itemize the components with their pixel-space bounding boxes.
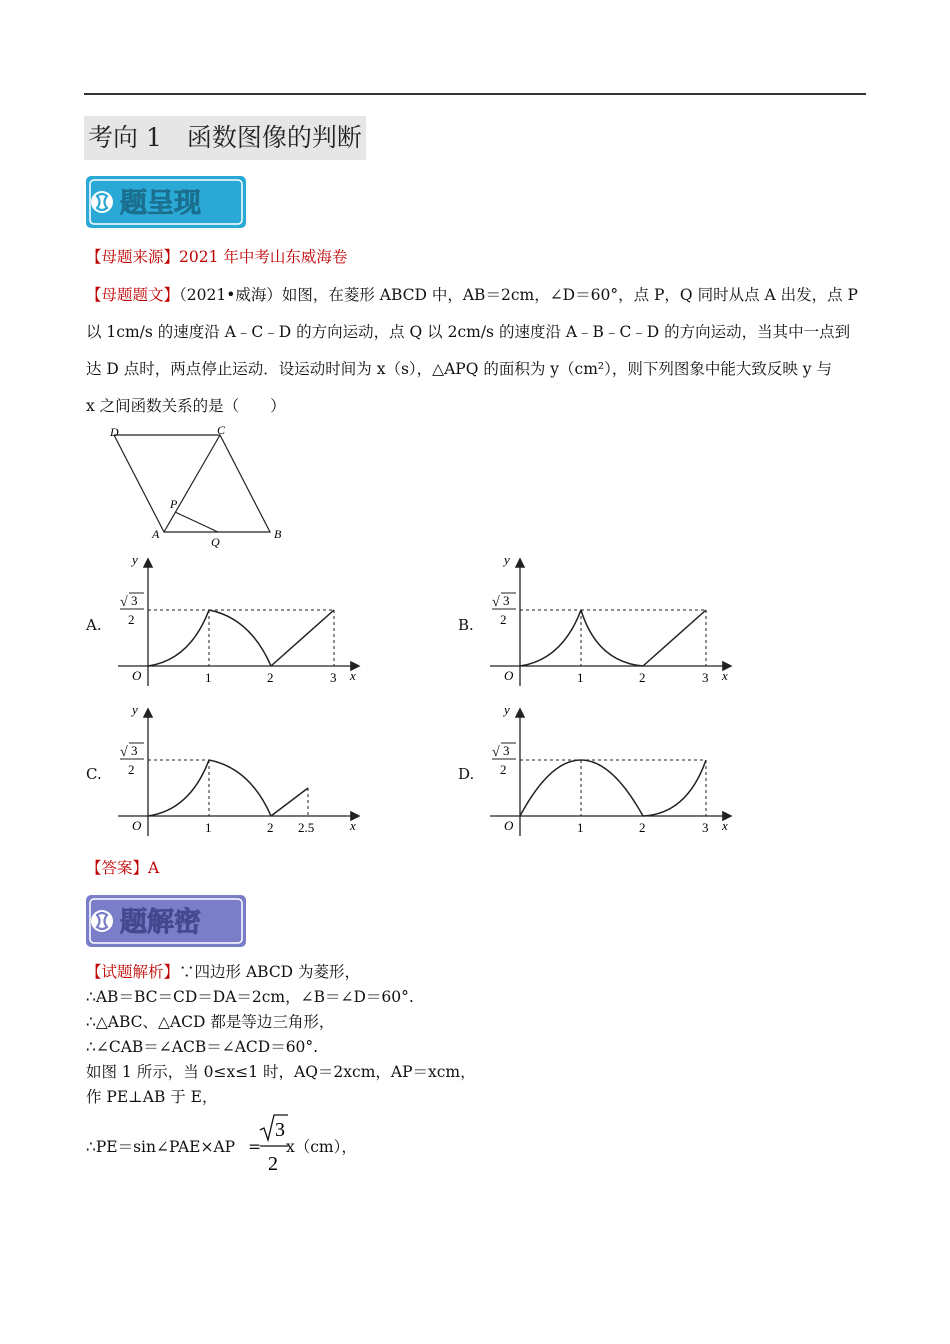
y-axis-label: y <box>504 702 510 717</box>
problem-line-1 <box>86 283 858 307</box>
frac-den: 2 <box>128 762 135 777</box>
frac-den: 2 <box>500 762 507 777</box>
problem-line-2: 以 1cm/s 的速度沿 A﹣C﹣D 的方向运动，点 Q 以 2cm/s 的速度沿 A﹣B﹣C﹣D 的方向运动，当其中一点到 <box>86 323 851 341</box>
frac-num: 3 <box>131 593 138 608</box>
x-axis-label: x <box>722 668 728 683</box>
answer-value: A <box>148 859 160 877</box>
option-d-letter[interactable]: D. <box>458 765 475 783</box>
frac-num: 3 <box>131 743 138 758</box>
option-a-letter[interactable]: A. <box>86 616 102 634</box>
label-P: P <box>170 497 178 511</box>
problem-line-4: x 之间函数关系的是（ ） <box>86 397 286 415</box>
x-tick: 3 <box>330 670 337 685</box>
origin-label: O <box>504 668 514 683</box>
x-tick: 2.5 <box>298 820 315 835</box>
x-axis-label: x <box>350 818 356 833</box>
y-axis-label: y <box>132 702 138 717</box>
graph-option-a[interactable] <box>110 548 370 690</box>
problem-line-3: 达 D 点时，两点停止运动．设运动时间为 x（s），△APQ 的面积为 y（cm²），则下列图象中能大致反映 y 与 <box>86 360 832 378</box>
frac-den: 2 <box>268 1153 278 1175</box>
x-tick: 2 <box>639 820 646 835</box>
section-heading: 考向 1 函数图像的判断 <box>84 116 366 160</box>
infinity-icon <box>91 910 113 932</box>
label-D: D <box>110 425 119 439</box>
graph-option-d[interactable] <box>482 698 742 840</box>
solution-line-4: ∴∠CAB＝∠ACB＝∠ACD＝60°. <box>86 1038 319 1056</box>
label-C: C <box>217 423 226 437</box>
frac-den: 2 <box>128 612 135 627</box>
source-text: 2021 年中考山东威海卷 <box>179 248 348 266</box>
sqrt-sign: √ <box>492 595 500 610</box>
solution-tag: 【试题解析】 <box>86 963 180 981</box>
label-A: A <box>152 527 160 541</box>
y-axis-label: y <box>132 552 138 567</box>
frac-num: 3 <box>503 743 510 758</box>
x-tick: 1 <box>205 820 212 835</box>
answer-line <box>86 856 159 880</box>
x-tick: 2 <box>267 820 274 835</box>
graph-option-b[interactable] <box>482 548 742 690</box>
origin-label: O <box>132 818 142 833</box>
x-tick: 1 <box>577 670 584 685</box>
option-c-letter[interactable]: C. <box>86 765 102 783</box>
banner-problem-label: 题呈现 <box>120 188 201 219</box>
x-tick: 1 <box>205 670 212 685</box>
banner-problem <box>86 176 246 228</box>
origin-label: O <box>504 818 514 833</box>
x-tick: 3 <box>702 820 709 835</box>
problem-text-1: （2021•威海）如图，在菱形 ABCD 中，AB＝2cm，∠D＝60°，点 P，Q 同时从点 A 出发，点 P <box>179 286 858 304</box>
solution-line-6: 作 PE⊥AB 于 E， <box>86 1088 218 1106</box>
x-axis-label: x <box>350 668 356 683</box>
option-b-letter[interactable]: B. <box>458 616 474 634</box>
answer-tag: 【答案】 <box>86 859 149 877</box>
y-axis-label: y <box>504 552 510 567</box>
x-tick: 2 <box>267 670 274 685</box>
problem-tag: 【母题题文】 <box>86 286 180 304</box>
source-tag: 【母题来源】 <box>86 248 180 266</box>
solution-line-7 <box>86 1135 261 1159</box>
x-tick: 3 <box>702 670 709 685</box>
frac-num: 3 <box>275 1119 285 1141</box>
frac-num: 3 <box>503 593 510 608</box>
infinity-icon <box>91 191 113 213</box>
solution-line-2: ∴AB＝BC＝CD＝DA＝2cm，∠B＝∠D＝60°. <box>86 988 414 1006</box>
x-axis-label: x <box>722 818 728 833</box>
graph-option-c[interactable] <box>110 698 370 840</box>
origin-label: O <box>132 668 142 683</box>
solution-first: ∵四边形 ABCD 为菱形， <box>179 963 361 981</box>
solution-last-eq: = <box>248 1138 262 1156</box>
rhombus-figure <box>100 420 300 550</box>
solution-last-left: ∴PE＝sin∠PAE×AP <box>86 1138 236 1156</box>
banner-solution <box>86 895 246 947</box>
banner-solution-label: 题解密 <box>120 907 201 938</box>
label-B: B <box>274 527 282 541</box>
solution-line-5: 如图 1 所示，当 0≤x≤1 时，AQ＝2xcm，AP＝xcm， <box>86 1063 476 1081</box>
x-tick: 1 <box>577 820 584 835</box>
top-rule <box>84 93 866 95</box>
source-line <box>86 245 347 269</box>
sqrt-sign: √ <box>120 595 128 610</box>
solution-line-1 <box>86 960 360 984</box>
solution-last-right: x（cm）， <box>286 1138 357 1156</box>
sqrt-sign: √ <box>120 745 128 760</box>
solution-line-3: ∴△ABC、△ACD 都是等边三角形， <box>86 1013 335 1031</box>
sqrt-sign: √ <box>492 745 500 760</box>
label-Q: Q <box>211 535 220 549</box>
frac-den: 2 <box>500 612 507 627</box>
x-tick: 2 <box>639 670 646 685</box>
